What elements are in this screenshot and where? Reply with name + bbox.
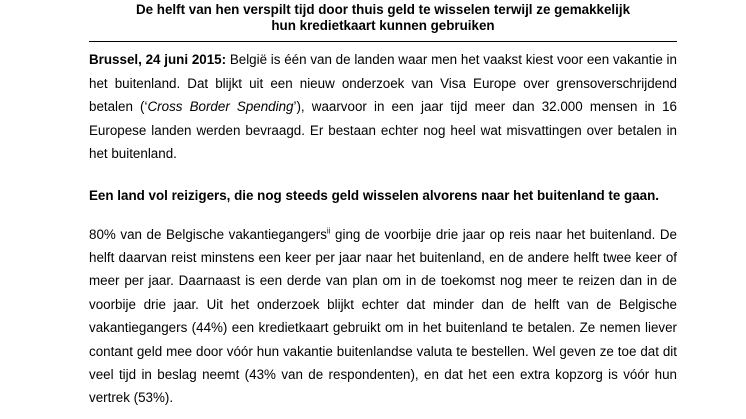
dateline: Brussel, 24 juni 2015: xyxy=(89,52,227,67)
intro-text-start: België is één van de landen waar men het vaakst kiest voor een vakantie in het buitenland. Dat blijkt uit een nieuw onderzoek van Visa Europe over grensoverschrijdend betalen (‘ xyxy=(89,52,677,114)
footnote-marker[interactable]: ii xyxy=(326,226,331,236)
body-paragraph xyxy=(89,223,677,410)
section-heading: Een land vol reizigers, die nog steeds geld wisselen alvorens naar het buitenland te gaan. xyxy=(89,187,660,203)
document-page xyxy=(89,0,677,410)
body-text-end: ging de voorbije drie jaar op reis naar het buitenland. De helft daarvan reist minstens een keer per jaar naar het buitenland, en de andere helft twee keer of meer per jaar. Daarnaast is een derde van plan om in de toekomst nog meer te reizen dan in de voorbije drie jaar. Uit het onderzoek blijkt echter dat minder dan de helft van de Belgische vakantiegangers (44%) een kredietkaart gebruikt om in het buitenland te betalen. Ze nemen liever contant geld mee door vóór hun vakantie buitenlandse valuta te bestellen. Wel geven ze toe dat dit veel tijd in beslag neemt (43% van de respondenten), en dat het een extra kopzorg is vóór hun vertrek (53%). xyxy=(89,226,677,406)
intro-emphasis: Cross Border Spending xyxy=(147,99,294,114)
title-divider xyxy=(89,41,677,42)
intro-paragraph xyxy=(89,48,677,166)
intro-text-end: ’), waarvoor in een jaar tijd meer dan 32.000 mensen in 16 Europese landen werden bevraagd. Er bestaan echter nog heel wat misvattingen over betalen in het buitenland. xyxy=(89,99,678,161)
document-title: De helft van hen verspilt tijd door thuis geld te wisselen terwijl ze gemakkelijk hun kredietkaart kunnen gebruiken xyxy=(135,2,631,33)
body-text-start: 80% van de Belgische vakantiegangers xyxy=(89,226,327,242)
